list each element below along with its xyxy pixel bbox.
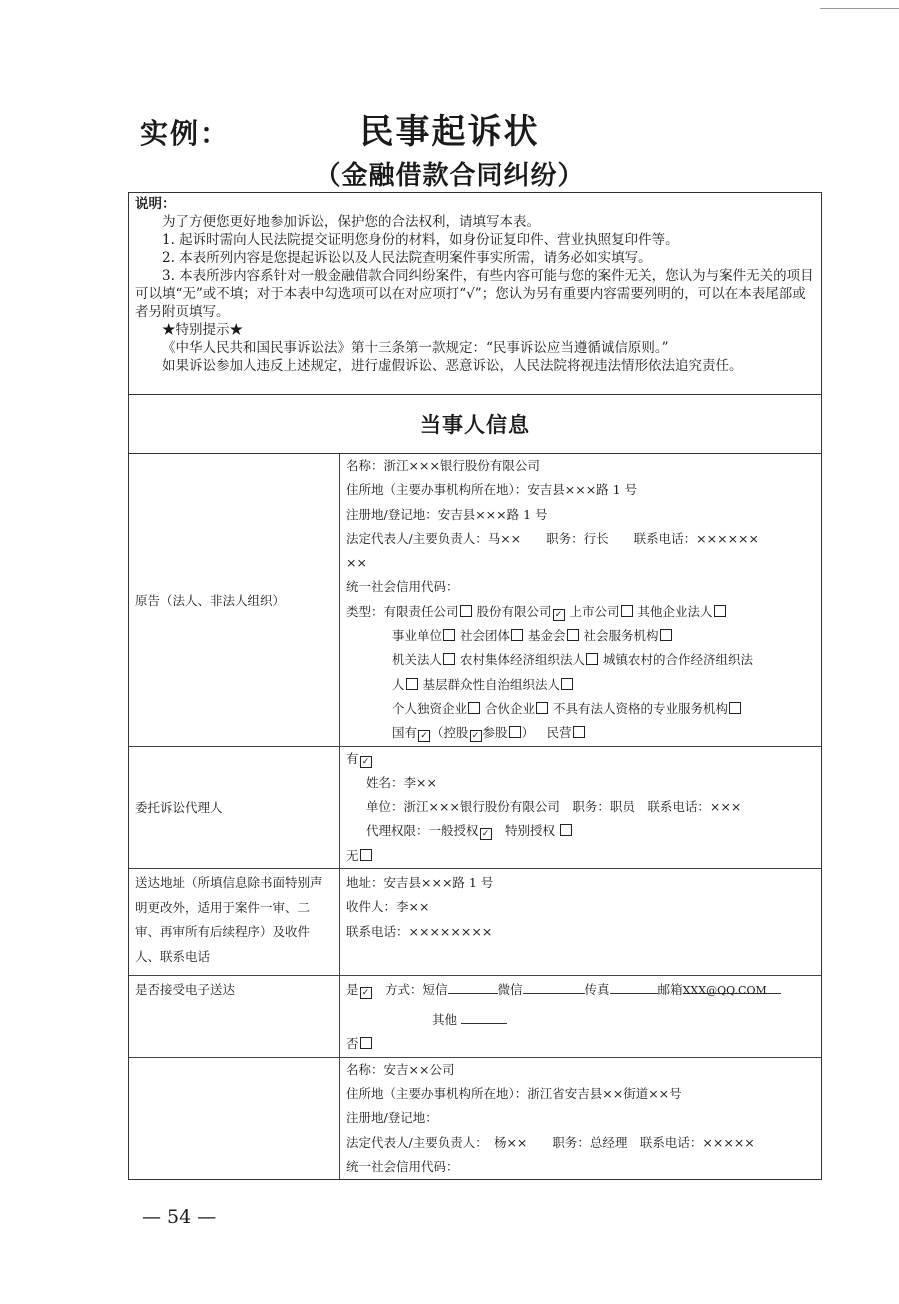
org-type-row bbox=[346, 600, 815, 624]
wechat-field[interactable] bbox=[523, 979, 585, 994]
plaintiff-representative: 法定代表人/主要负责人：马×× 职务：行长 联系电话：×××××× bbox=[346, 530, 760, 546]
org-type-option: 事业单位 bbox=[392, 628, 443, 644]
defendant-domicile: 住所地（主要办事机构所在地）：浙江省安吉县××街道××号 bbox=[346, 1085, 682, 1101]
email-field[interactable]: XXX@QQ.COM bbox=[683, 979, 781, 994]
plaintiff-row bbox=[129, 454, 821, 746]
org-type-checkbox[interactable] bbox=[714, 605, 726, 617]
ownership-state: 国有 bbox=[392, 725, 418, 741]
agent-authority-label: 代理权限： bbox=[366, 823, 429, 839]
org-type-row bbox=[346, 648, 815, 672]
org-type-option: 上市公司 bbox=[569, 603, 620, 619]
org-type-checkbox[interactable]: ✓ bbox=[553, 609, 565, 621]
method-sms: 方式：短信 bbox=[385, 982, 448, 998]
org-type-checkbox[interactable] bbox=[468, 702, 480, 714]
checkbox-e-no[interactable] bbox=[360, 1037, 372, 1049]
party-info-table bbox=[129, 454, 821, 1179]
checkbox-agent-no[interactable] bbox=[360, 849, 372, 861]
org-type-option: 个人独资企业 bbox=[392, 700, 468, 716]
address-content bbox=[340, 869, 822, 976]
e-service-label: 是否接受电子送达 bbox=[129, 976, 340, 1058]
instructions-heading: 说明： bbox=[135, 196, 176, 212]
agent-label: 委托诉讼代理人 bbox=[129, 746, 340, 868]
org-type-option: 其他企业法人 bbox=[637, 603, 713, 619]
e-service-no: 否 bbox=[346, 1036, 359, 1052]
instruction-line: 《中华人民共和国民事诉讼法》第十三条第一款规定：“民事诉讼应当遵循诚信原则。” bbox=[162, 340, 669, 356]
example-label: 实例： bbox=[140, 117, 231, 150]
section-title: 当事人信息 bbox=[129, 395, 821, 454]
defendant-registration: 注册地/登记地： bbox=[346, 1110, 438, 1126]
paren-close: ） bbox=[521, 725, 535, 741]
instruction-line: 3. 本表所涉内容系针对一般金融借款合同纠纷案件，有些内容可能与您的案件无关，您认为与案件无关的项目可以填“无”或不填；对于本表中勾选项可以在对应项打“√”；您认为另有重要内容需要列明的，可以在本表尾部或者另附页填写。 bbox=[135, 268, 814, 320]
address-row bbox=[129, 869, 821, 976]
org-type-checkbox[interactable] bbox=[660, 629, 672, 641]
org-type-checkbox[interactable] bbox=[443, 653, 455, 665]
other-field[interactable] bbox=[461, 1009, 507, 1024]
plaintiff-credit-code: 统一社会信用代码： bbox=[346, 579, 459, 595]
org-type-option: 股份有限公司 bbox=[476, 603, 552, 619]
plaintiff-content bbox=[340, 454, 822, 746]
org-type-row bbox=[346, 697, 815, 721]
org-type-row bbox=[346, 624, 815, 648]
agent-content bbox=[340, 746, 822, 868]
fax-field[interactable] bbox=[610, 979, 658, 994]
method-wechat: 微信 bbox=[497, 982, 523, 998]
org-type-option: 社会团体 bbox=[460, 628, 511, 644]
instructions bbox=[129, 193, 821, 395]
e-service-content bbox=[340, 976, 822, 1058]
defendant-name: 名称：安吉××公司 bbox=[346, 1061, 455, 1077]
org-type-option: 机关法人 bbox=[392, 652, 443, 668]
checkbox-e-yes[interactable]: ✓ bbox=[360, 987, 372, 999]
method-email: 邮箱 bbox=[657, 982, 683, 998]
agent-unit: 单位：浙江×××银行股份有限公司 职务：职员 联系电话：××× bbox=[366, 799, 742, 815]
org-type-option: 城镇农村的合作经济组织法 bbox=[603, 652, 754, 668]
org-type-row bbox=[346, 673, 815, 697]
org-type-option: 农村集体经济组织法人 bbox=[460, 652, 586, 668]
plaintiff-label: 原告（法人、非法人组织） bbox=[129, 454, 340, 746]
recipient-phone: 联系电话：×××××××× bbox=[346, 923, 493, 939]
method-other: 其他 bbox=[432, 1012, 458, 1028]
checkbox-agent-yes[interactable]: ✓ bbox=[360, 756, 372, 768]
document-subtitle: （金融借款合同纠纷） bbox=[314, 161, 585, 191]
defendant-row bbox=[129, 1057, 821, 1179]
org-type-option: 不具有法人资格的专业服务机构 bbox=[553, 700, 729, 716]
org-type-checkbox[interactable] bbox=[536, 702, 548, 714]
defendant-label bbox=[129, 1057, 340, 1179]
plaintiff-phone-cont: ×× bbox=[346, 555, 367, 571]
org-type-checkbox[interactable] bbox=[621, 605, 633, 617]
org-type-checkbox[interactable] bbox=[567, 629, 579, 641]
org-type-checkbox[interactable] bbox=[443, 629, 455, 641]
e-service-row bbox=[129, 976, 821, 1058]
ownership-holding: 控股 bbox=[443, 725, 469, 741]
checkbox-general[interactable]: ✓ bbox=[480, 828, 492, 840]
authority-general: 一般授权 bbox=[428, 823, 479, 839]
instruction-line: 如果诉讼参加人违反上述规定，进行虚假诉讼、恶意诉讼，人民法院将视违法情形依法追究责任。 bbox=[162, 358, 743, 374]
document-title: 民事起诉状 bbox=[359, 112, 540, 152]
org-type-checkbox[interactable] bbox=[586, 653, 598, 665]
agent-yes: 有 bbox=[346, 750, 359, 766]
instruction-line: 为了方便您更好地参加诉讼，保护您的合法权利，请填写本表。 bbox=[162, 214, 540, 230]
agent-name: 姓名：李×× bbox=[366, 774, 437, 790]
paren-open: （ bbox=[431, 725, 444, 741]
checkbox-private[interactable] bbox=[573, 726, 585, 738]
checkbox-special[interactable] bbox=[560, 824, 572, 836]
instruction-line: 1. 起诉时需向人民法院提交证明您身份的材料，如身份证复印件、营业执照复印件等。 bbox=[162, 232, 679, 248]
org-type-option: 人 bbox=[392, 676, 405, 692]
org-type-checkbox[interactable] bbox=[561, 678, 573, 690]
org-type-checkbox[interactable] bbox=[729, 702, 741, 714]
ownership-row bbox=[346, 721, 815, 745]
sms-field[interactable] bbox=[448, 979, 498, 994]
checkbox-share[interactable] bbox=[509, 726, 521, 738]
page-number: — 54 — bbox=[142, 1206, 217, 1228]
special-notice-heading: ★特别提示★ bbox=[162, 322, 243, 338]
e-service-yes: 是 bbox=[346, 982, 359, 998]
authority-special: 特别授权 bbox=[505, 823, 556, 839]
instruction-line: 2. 本表所列内容是您提起诉讼以及人民法院查明案件事实所需，请务必如实填写。 bbox=[162, 250, 652, 266]
plaintiff-name: 名称：浙江×××银行股份有限公司 bbox=[346, 458, 540, 473]
address-label: 送达地址（所填信息除书面特别声明更改外，适用于案件一审、二审、再审所有后续程序）及收件人、联系电话 bbox=[129, 869, 340, 976]
defendant-content bbox=[340, 1057, 822, 1179]
org-type-checkbox[interactable] bbox=[406, 678, 418, 690]
ownership-share: 参股 bbox=[482, 725, 508, 741]
org-type-option: 基层群众性自治组织法人 bbox=[422, 676, 561, 692]
defendant-credit-code: 统一社会信用代码： bbox=[346, 1158, 459, 1174]
org-type-option: 有限责任公司 bbox=[383, 603, 459, 619]
org-type-checkbox[interactable] bbox=[460, 605, 472, 617]
recipient: 收件人：李×× bbox=[346, 899, 430, 915]
service-address: 地址：安吉县×××路 1 号 bbox=[346, 875, 494, 891]
type-label: 类型： bbox=[346, 603, 384, 619]
defendant-representative: 法定代表人/主要负责人： 杨×× 职务：总经理 联系电话：××××× bbox=[346, 1134, 755, 1150]
ownership-private: 民营 bbox=[546, 725, 572, 741]
org-type-option: 社会服务机构 bbox=[583, 628, 659, 644]
org-type-option: 基金会 bbox=[528, 628, 566, 644]
checkbox-holding[interactable]: ✓ bbox=[470, 730, 482, 742]
plaintiff-registration: 注册地/登记地：安吉县×××路 1 号 bbox=[346, 506, 548, 522]
plaintiff-domicile: 住所地（主要办事机构所在地）：安吉县×××路 1 号 bbox=[346, 482, 638, 498]
scan-edge-line bbox=[820, 8, 899, 9]
agent-no: 无 bbox=[346, 847, 359, 863]
org-type-option: 合伙企业 bbox=[485, 700, 536, 716]
complaint-form bbox=[128, 192, 822, 1180]
method-fax: 传真 bbox=[584, 982, 610, 998]
checkbox-state-owned[interactable]: ✓ bbox=[418, 730, 430, 742]
agent-row bbox=[129, 746, 821, 868]
org-type-checkbox[interactable] bbox=[511, 629, 523, 641]
